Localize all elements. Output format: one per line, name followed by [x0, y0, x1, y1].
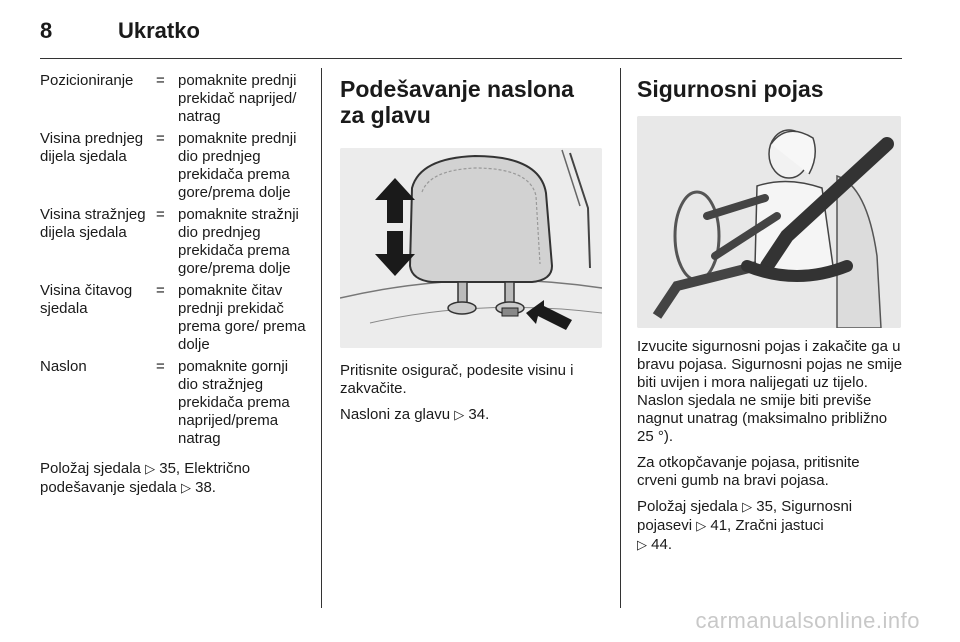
equals-sign: =	[156, 206, 165, 223]
page-title: Ukratko	[118, 18, 200, 43]
equals-sign: =	[156, 72, 165, 89]
definition-term: Visina stražnjeg dijela sjedala	[40, 206, 146, 241]
triangle-right-icon[interactable]: ▷	[145, 462, 156, 477]
equals-sign: =	[156, 358, 165, 375]
reference-page[interactable]: 41, Zračni jastuci	[706, 517, 824, 534]
column-divider-2	[620, 68, 621, 608]
reference-text: pojasevi	[637, 517, 697, 534]
definition-row	[40, 206, 308, 278]
seatbelt-illustration	[637, 116, 901, 328]
instruction-text: Za otkopčavanje pojasa, pritisnite crveni gumb na bravi pojasa.	[637, 454, 860, 489]
page-number: 8	[40, 18, 53, 43]
section-heading: Podešavanje naslona za glavu	[340, 76, 574, 128]
seatbelt-drawing	[637, 116, 901, 328]
headrest-illustration	[340, 148, 602, 348]
reference-page[interactable]: 38.	[190, 479, 216, 496]
definition-term: Pozicioniranje	[40, 72, 134, 89]
headrest-drawing	[340, 148, 602, 348]
definition-row	[40, 72, 308, 126]
instruction-text: Pritisnite osigurač, podesite visinu i zakvačite.	[340, 362, 574, 397]
reference-page[interactable]: 34.	[464, 406, 490, 423]
header-rule	[40, 58, 902, 59]
triangle-right-icon[interactable]: ▷	[696, 519, 707, 534]
definition-row	[40, 358, 308, 448]
definition-term: Visina čitavog sjedala	[40, 282, 133, 317]
equals-sign: =	[156, 130, 165, 147]
triangle-right-icon[interactable]: ▷	[180, 481, 191, 496]
column-divider-1	[321, 68, 322, 608]
equals-sign: =	[156, 282, 165, 299]
cross-reference	[40, 460, 308, 498]
triangle-right-icon[interactable]: ▷	[742, 500, 753, 515]
reference-text: podešavanje sjedala	[40, 479, 181, 496]
section-heading: Sigurnosni pojas	[637, 76, 824, 102]
definition-term: Naslon	[40, 358, 87, 375]
reference-page[interactable]: 35, Električno	[155, 460, 251, 477]
instruction-text: Izvucite sigurnosni pojas i zakačite ga u bravu pojasa. Sigurnosni pojas ne smije biti uvijen i mora nalijegati uz tijelo. Naslon sjedala ne smije biti previše nagnut unatrag (maksimalno približno 25 °).	[637, 338, 903, 445]
definition-row	[40, 130, 308, 202]
left-column	[40, 72, 308, 506]
definition-list	[40, 72, 308, 448]
reference-page[interactable]: 35, Sigurnosni	[752, 498, 853, 515]
triangle-right-icon[interactable]: ▷	[637, 538, 647, 553]
definition-description: pomaknite prednji prekidač naprijed/ natrag	[178, 72, 297, 125]
reference-page[interactable]: 44.	[647, 536, 673, 553]
triangle-right-icon[interactable]: ▷	[454, 408, 465, 423]
definition-row	[40, 282, 308, 354]
definition-description: pomaknite prednji dio prednjeg prekidača prema gore/prema dolje	[178, 130, 297, 201]
reference-text: Nasloni za glavu	[340, 406, 455, 423]
definition-description: pomaknite čitav prednji prekidač prema gore/ prema dolje	[178, 282, 306, 353]
definition-description: pomaknite gornji dio stražnjeg prekidača prema naprijed/prema natrag	[178, 358, 290, 447]
definition-term: Visina prednjeg dijela sjedala	[40, 130, 144, 165]
cross-reference	[637, 498, 903, 555]
middle-column	[340, 76, 602, 433]
reference-text: Položaj sjedala	[637, 498, 743, 515]
reference-text: Položaj sjedala	[40, 460, 146, 477]
cross-reference	[340, 406, 602, 425]
watermark: carmanualsonline.info	[695, 608, 920, 633]
definition-description: pomaknite stražnji dio prednjeg prekidača prema gore/prema dolje	[178, 206, 299, 277]
right-column	[637, 76, 903, 563]
